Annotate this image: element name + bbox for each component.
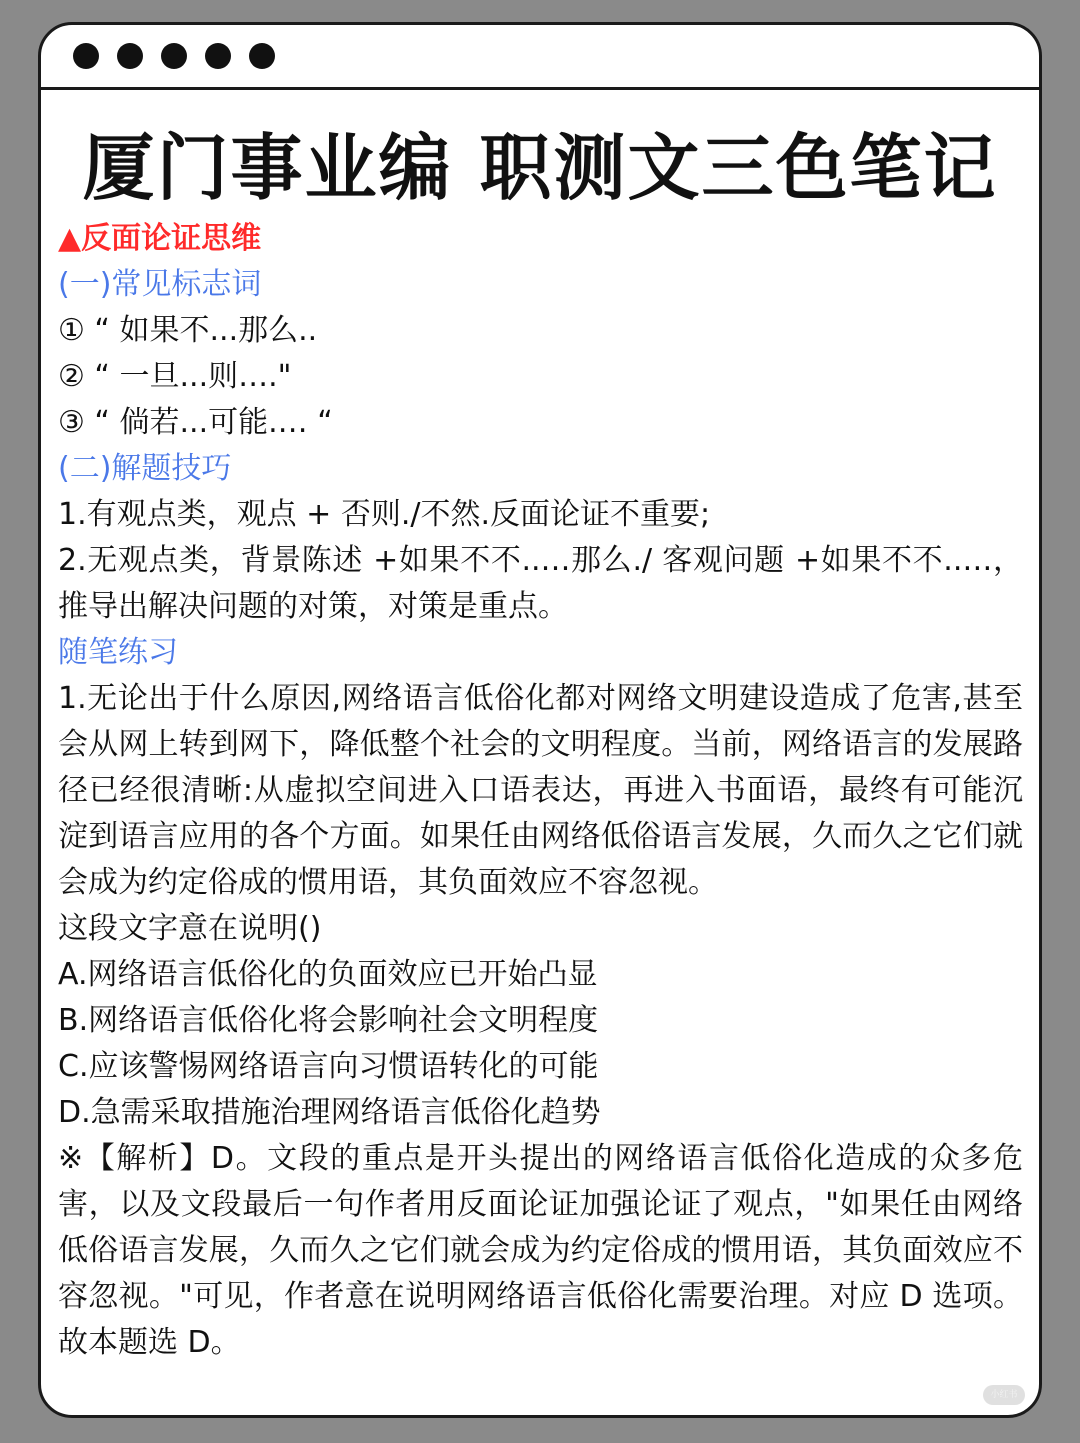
tip-item: 1.有观点类，观点 + 否则./不然.反面论证不重要;: [58, 497, 711, 532]
sub-heading-marker-words: (一)常见标志词: [58, 267, 262, 302]
practice-heading: 随笔练习: [58, 635, 178, 670]
dot-icon: [249, 43, 275, 69]
marker-word-item: ① “ 如果不...那么..: [58, 313, 318, 348]
dot-icon: [73, 43, 99, 69]
option-d: D.急需采取措施治理网络语言低俗化趋势: [58, 1095, 601, 1130]
sub-heading-tips: (二)解题技巧: [58, 451, 232, 486]
page-title: 厦门事业编 职测文三色笔记: [82, 126, 998, 210]
window-dots: [73, 43, 275, 69]
dot-icon: [117, 43, 143, 69]
marker-word-item: ③ “ 倘若...可能.… “: [58, 405, 333, 440]
watermark-logo: 小红书: [983, 1385, 1025, 1405]
note-card: [38, 22, 1042, 1418]
dot-icon: [205, 43, 231, 69]
option-c: C.应该警惕网络语言向习惯语转化的可能: [58, 1049, 599, 1084]
option-a: A.网络语言低俗化的负面效应已开始凸显: [58, 957, 598, 992]
tip-item: 2.无观点类，背景陈述 +如果不不..…那么./ 客观问题 +如果不不..…，推导出解决问题的对策，对策是重点。: [58, 543, 1023, 624]
practice-passage: 1.无论出于什么原因,网络语言低俗化都对网络文明建设造成了危害,甚至会从网上转到网下，降低整个社会的文明程度。当前，网络语言的发展路径已经很清晰:从虚拟空间进入口语表达，再进入书面语，最终有可能沉淀到语言应用的各个方面。如果任由网络低俗语言发展，久而久之它们就会成为约定俗成的惯用语，其负面效应不容忽视。: [58, 681, 1023, 900]
window-header: [41, 25, 1039, 90]
dot-icon: [161, 43, 187, 69]
analysis-text: ※【解析】D。文段的重点是开头提出的网络语言低俗化造成的众多危害，以及文段最后一句作者用反面论证加强论证了观点，"如果任由网络低俗语言发展，久而久之它们就会成为约定俗成的惯用语，其负面效应不容忽视。"可见，作者意在说明网络语言低俗化需要治理。对应 D 选项。故本题选 D。: [58, 1141, 1023, 1360]
note-content: [41, 212, 1039, 1366]
question-stem: 这段文字意在说明(): [58, 911, 322, 946]
option-b: B.网络语言低俗化将会影响社会文明程度: [58, 1003, 599, 1038]
marker-word-item: ② “ 一旦...则….": [58, 359, 292, 394]
main-heading: ▲反面论证思维: [58, 221, 262, 256]
